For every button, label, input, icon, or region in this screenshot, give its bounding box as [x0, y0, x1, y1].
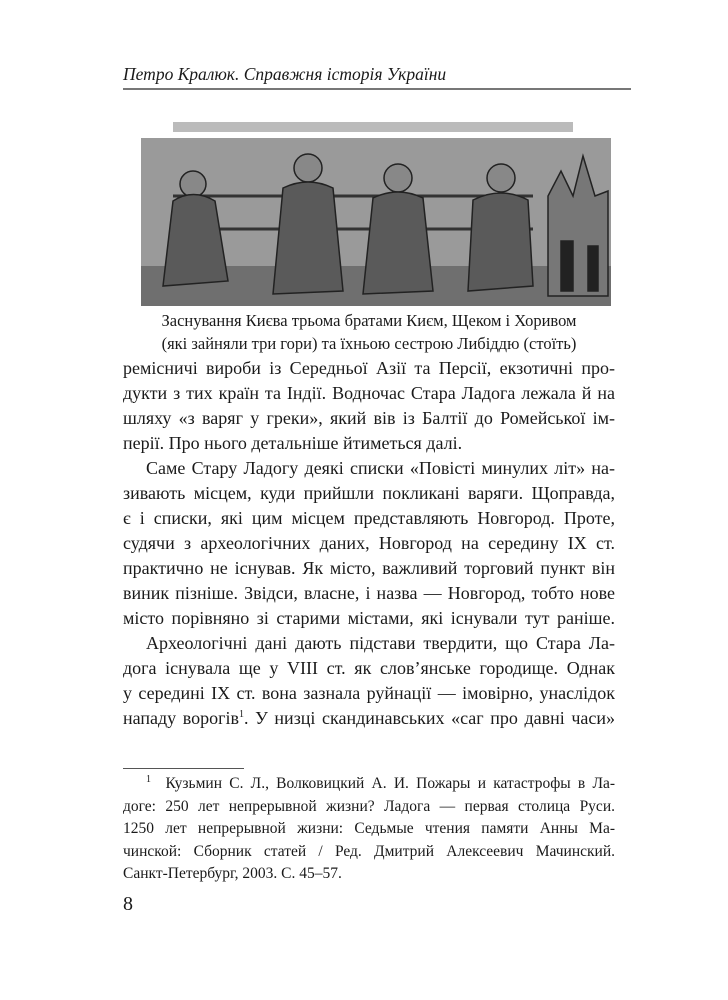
figure-caption-line: (які зайняли три гори) та їхньою сестрою Либiддю (стоїть)	[161, 334, 577, 353]
body-line: перії. Про нього детальніше йтиметься далі.	[123, 433, 463, 453]
footnote-line: доге: 250 лет непрерывной жизни? Ладога — первая столица Руси.	[123, 798, 615, 815]
header-rule	[123, 88, 631, 90]
footnote-line: 1250 лет непрерывной жизни: Седьмые чтения памяти Анны Ма-	[123, 820, 615, 837]
footnote-marker: 1	[146, 773, 151, 785]
body-line: ремісничі вироби із Середньої Азії та Персії, екзотичні про-	[123, 358, 615, 378]
body-line	[123, 707, 615, 729]
footnote-line	[146, 774, 615, 794]
body-line: зивають місцем, куди прийшли покликані варяги. Щоправда,	[123, 483, 615, 503]
body-text: нападу ворогів	[123, 708, 240, 728]
footnote-line: чинской: Сборник статей / Ред. Дмитрий Алексеевич Мачинский.	[123, 843, 615, 860]
body-line: дога існувала ще у VIII ст. як слов’янське городище. Однак	[123, 658, 615, 678]
body-line: дукти з тих країн та Індії. Водночас Стара Ладога лежала й на	[123, 383, 615, 403]
body-line: судячи з археологічних даних, Новгород на середину IX ст.	[123, 533, 615, 553]
body-line: шляху «з варяг у греки», який вів із Балтії до Ромейської ім-	[123, 408, 615, 428]
footnote-rule	[123, 768, 244, 769]
figure-caption-line: Заснування Києва трьома братами Києм, Щеком і Хоривом	[161, 311, 577, 330]
body-line: місто порівняно зі старими містами, які існували тут раніше.	[123, 608, 615, 628]
manuscript-illustration	[133, 116, 615, 310]
body-line: Археологічні дані дають підстави твердити, що Стара Ла-	[146, 633, 615, 653]
body-line: практично не існував. Як місто, важливий торговий пункт він	[123, 558, 615, 578]
body-line: у середині IX ст. вона зазнала руйнації — імовірно, унаслідок	[123, 683, 615, 703]
running-title: Петро Кралюк. Справжня історія України	[123, 64, 447, 84]
footnote-text: Кузьмин С. Л., Волковицкий А. И. Пожары и катастрофы в Ла-	[165, 775, 616, 792]
body-text: . У низці скандинавських «саг про давні часи»	[244, 708, 615, 728]
body-line: є і списки, які цим місцем представляють Новгород. Проте,	[123, 508, 615, 528]
body-line: виник пізніше. Звідси, власне, і назва — Новгород, тобто нове	[123, 583, 615, 603]
page-number: 8	[123, 893, 133, 915]
footnote-reference[interactable]: 1	[239, 709, 245, 720]
body-line: Саме Стару Ладогу деякі списки «Повісті минулих літ» на-	[146, 458, 615, 478]
footnote-line: Санкт-Петербург, 2003. С. 45–57.	[123, 865, 342, 882]
